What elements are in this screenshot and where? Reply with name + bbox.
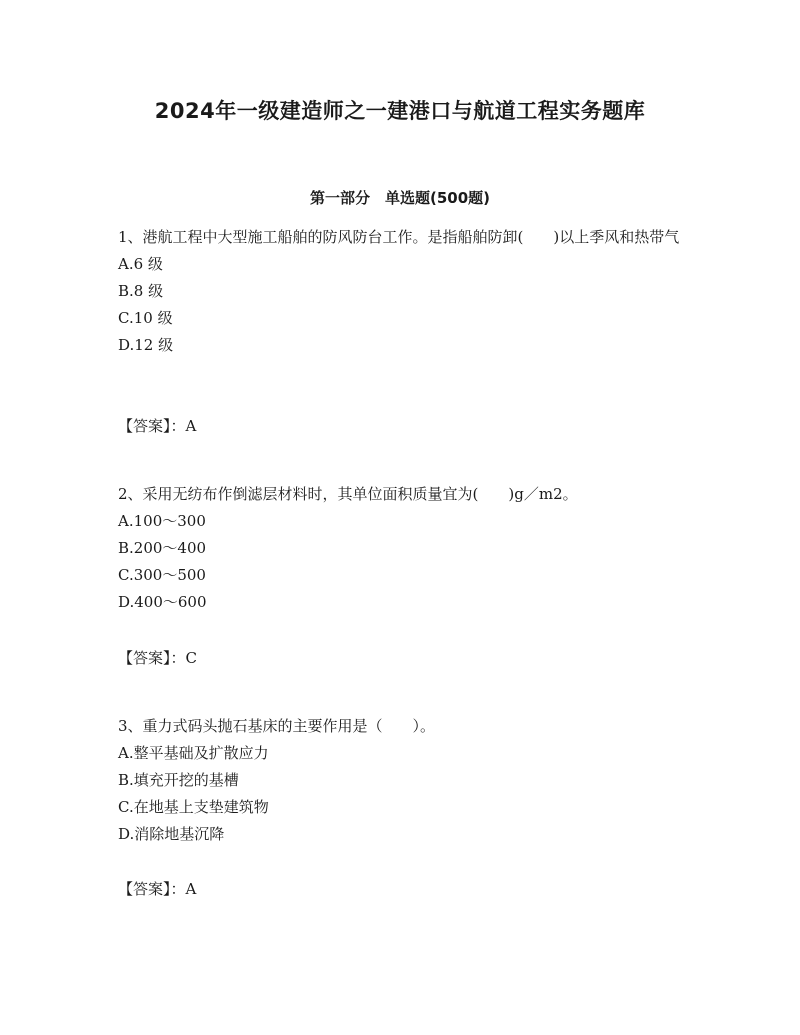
option-a: A.6 级 [118,255,163,273]
option-d: D.400～600 [118,593,207,611]
section-title: 第一部分 单选题(500题) [309,189,491,207]
option-a: A.100～300 [118,512,206,530]
document-title: 2024年一级建造师之一建港口与航道工程实务题库 [154,99,646,123]
option-b: B.8 级 [118,282,164,300]
answer-2: 【答案】：C [118,649,197,667]
option-d: D.消除地基沉降 [118,825,225,843]
question-2 [118,481,684,616]
option-b: B.200～400 [118,539,207,557]
option-c: C.10 级 [118,309,173,327]
option-d: D.12 级 [118,336,174,354]
option-c: C.在地基上支垫建筑物 [118,798,269,816]
option-c: C.300～500 [118,566,206,584]
answer-1: 【答案】：A [118,417,197,435]
answer-3: 【答案】：A [118,880,197,898]
option-a: A.整平基础及扩散应力 [118,744,269,762]
option-b: B.填充开挖的基槽 [118,771,239,789]
question-1 [118,224,684,359]
question-3 [118,713,684,848]
question-stem: 1、港航工程中大型施工船舶的防风防台工作。是指船舶防卸( )以上季风和热带气 [118,228,680,246]
question-stem: 2、采用无纺布作倒滤层材料时，其单位面积质量宜为( )g／m2。 [118,485,578,503]
question-stem: 3、重力式码头抛石基床的主要作用是（ ）。 [118,717,436,735]
